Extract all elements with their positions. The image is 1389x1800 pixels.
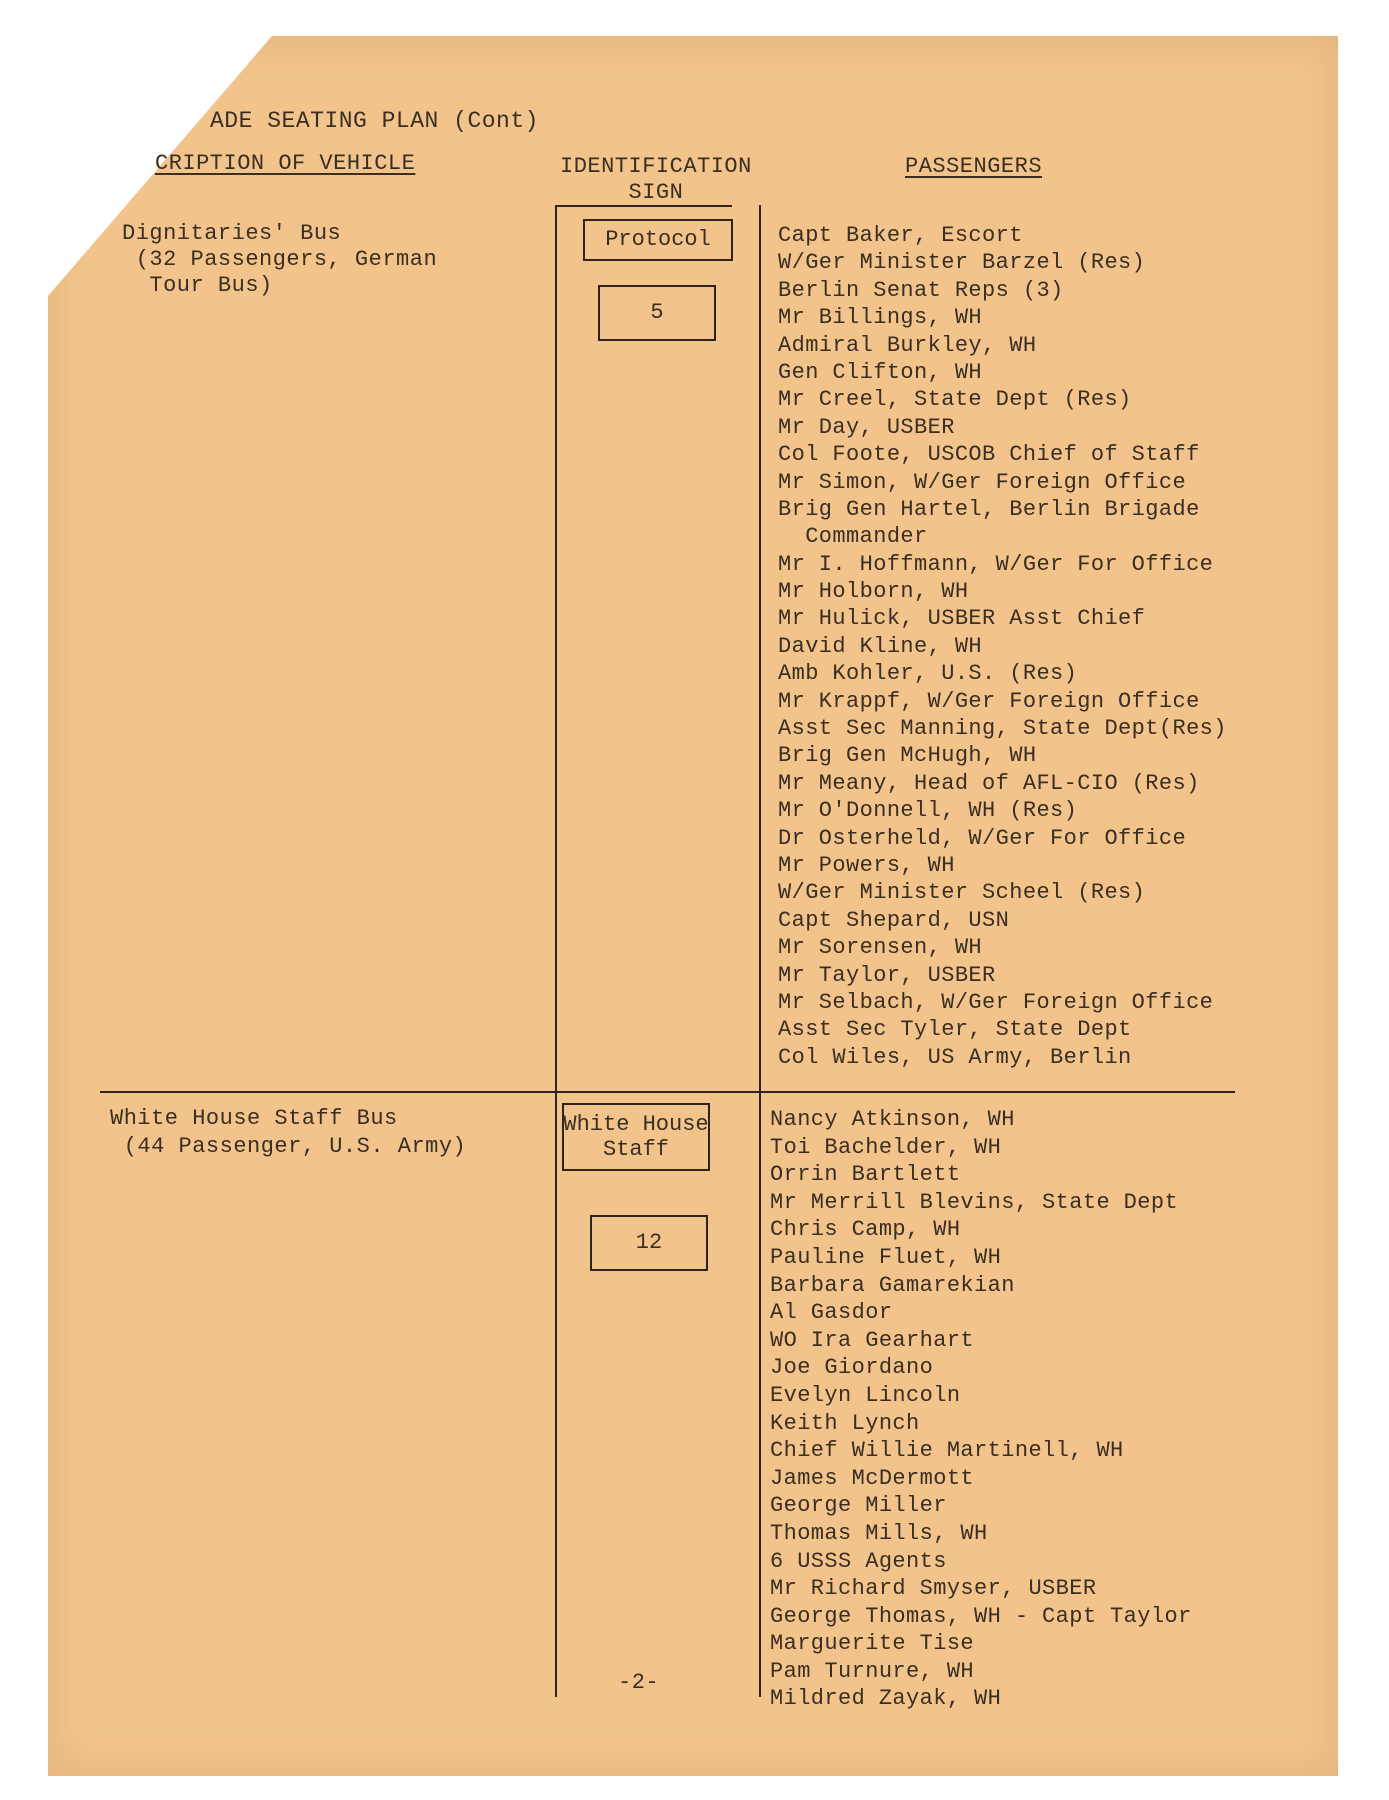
column-header-sign: IDENTIFICATION SIGN (560, 154, 752, 205)
passenger-entry: Mr Creel, State Dept (Res) (778, 387, 1132, 413)
vehicle-description: Dignitaries' Bus (32 Passengers, German Tour Bus) (122, 221, 438, 298)
passenger-entry: Al Gasdor (770, 1300, 893, 1326)
passenger-entry: Joe Giordano (770, 1355, 934, 1381)
passenger-entry: Capt Shepard, USN (778, 907, 1010, 933)
passenger-entry: Mr Taylor, USBER (778, 962, 996, 988)
sign-column-left-rule (555, 205, 557, 1697)
passenger-entry: Mr Selbach, W/Ger Foreign Office (778, 989, 1214, 1015)
passenger-entry: Mr Day, USBER (778, 414, 955, 440)
passenger-entry: Thomas Mills, WH (770, 1520, 988, 1546)
passenger-entry: Pauline Fluet, WH (770, 1244, 1002, 1270)
passenger-entry: Amb Kohler, U.S. (Res) (778, 661, 1078, 687)
passenger-entry: WO Ira Gearhart (770, 1327, 975, 1353)
passenger-entry: Mr Billings, WH (778, 305, 983, 331)
passenger-entry: Toi Bachelder, WH (770, 1134, 1002, 1160)
sign-number: 5 (650, 300, 664, 326)
passenger-entry: George Thomas, WH - Capt Taylor (770, 1603, 1192, 1629)
passenger-entry: Mr Hulick, USBER Asst Chief (778, 606, 1146, 632)
passenger-entry: George Miller (770, 1493, 947, 1519)
page-title: ADE SEATING PLAN (Cont) (210, 108, 539, 134)
passenger-entry: W/Ger Minister Scheel (Res) (778, 880, 1146, 906)
section-divider (100, 1091, 1235, 1093)
page-number: -2- (618, 1670, 660, 1695)
passenger-entry: Evelyn Lincoln (770, 1382, 961, 1408)
passenger-entry: Berlin Senat Reps (3) (778, 277, 1064, 303)
passenger-entry: Pam Turnure, WH (770, 1658, 975, 1684)
passenger-entry: Mr O'Donnell, WH (Res) (778, 798, 1078, 824)
column-header-vehicle: CRIPTION OF VEHICLE (155, 151, 416, 176)
passenger-entry: Dr Osterheld, W/Ger For Office (778, 825, 1187, 851)
passenger-entry: Orrin Bartlett (770, 1162, 961, 1188)
sign-label: Protocol (605, 227, 711, 253)
passenger-entry: Col Wiles, US Army, Berlin (778, 1044, 1132, 1070)
sign-number: 12 (635, 1230, 663, 1256)
sign-number-box (590, 1215, 708, 1271)
passenger-entry: Asst Sec Manning, State Dept(Res) (778, 716, 1227, 742)
passenger-entry: W/Ger Minister Barzel (Res) (778, 250, 1146, 276)
vehicle-description: White House Staff Bus (44 Passenger, U.S. Army) (110, 1106, 467, 1159)
passenger-entry: Marguerite Tise (770, 1631, 975, 1657)
passenger-entry: Asst Sec Tyler, State Dept (778, 1017, 1132, 1043)
sign-label-box (583, 219, 733, 261)
passenger-entry: Chief Willie Martinell, WH (770, 1438, 1124, 1464)
sign-label-box (562, 1103, 710, 1171)
passenger-entry: 6 USSS Agents (770, 1548, 947, 1574)
passenger-entry: Chris Camp, WH (770, 1217, 961, 1243)
passenger-entry: Mr I. Hoffmann, W/Ger For Office (778, 551, 1214, 577)
passenger-entry: Col Foote, USCOB Chief of Staff (778, 442, 1200, 468)
passenger-entry: Mr Simon, W/Ger Foreign Office (778, 469, 1187, 495)
passenger-list (770, 1106, 1192, 1713)
passenger-entry: David Kline, WH (778, 633, 983, 659)
passenger-entry: Mr Powers, WH (778, 852, 955, 878)
sign-number-box (598, 285, 716, 341)
passenger-entry: Barbara Gamarekian (770, 1272, 1015, 1298)
passenger-entry: Admiral Burkley, WH (778, 332, 1037, 358)
sign-column-right-rule (759, 205, 761, 1697)
passenger-entry: Brig Gen McHugh, WH (778, 743, 1037, 769)
sign-label: White House Staff (563, 1111, 709, 1162)
passenger-entry: Commander (778, 524, 928, 550)
sign-column-top-rule (556, 205, 732, 207)
passenger-entry: Mr Sorensen, WH (778, 935, 983, 961)
passenger-entry: James McDermott (770, 1465, 975, 1491)
passenger-entry: Mr Meany, Head of AFL-CIO (Res) (778, 770, 1200, 796)
passenger-entry: Brig Gen Hartel, Berlin Brigade (778, 496, 1200, 522)
passenger-entry: Keith Lynch (770, 1410, 920, 1436)
passenger-entry: Mr Holborn, WH (778, 579, 969, 605)
passenger-entry: Gen Clifton, WH (778, 359, 983, 385)
passenger-entry: Nancy Atkinson, WH (770, 1107, 1015, 1132)
passenger-entry: Mr Merrill Blevins, State Dept (770, 1189, 1179, 1215)
passenger-entry: Mr Richard Smyser, USBER (770, 1576, 1097, 1602)
passenger-entry: Mr Krappf, W/Ger Foreign Office (778, 688, 1200, 714)
passenger-entry: Capt Baker, Escort (778, 223, 1023, 248)
passenger-list (778, 222, 1227, 1071)
passenger-entry: Mildred Zayak, WH (770, 1686, 1002, 1712)
column-header-passengers: PASSENGERS (905, 154, 1043, 179)
